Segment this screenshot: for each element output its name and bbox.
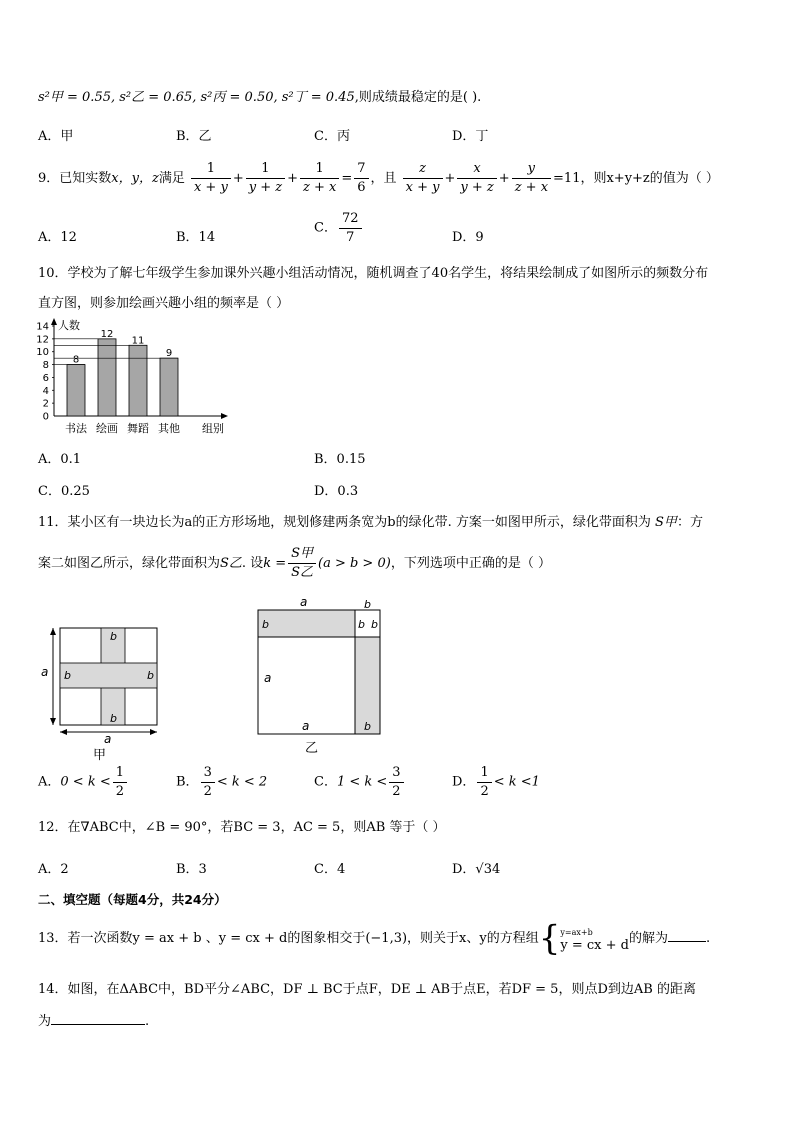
jia-label-b-bottom: b (110, 712, 117, 725)
q14-line1: 14．如图，在ΔABC中，BD平分∠ABC，DF ⊥ BC于点F，DE ⊥ AB于点E，若DF = 5，则点D到边AB 的距离 (38, 982, 696, 997)
y-tick-label: 10 (36, 347, 49, 359)
x-axis-arrow (221, 413, 228, 419)
jia-arrow-head-left (60, 729, 67, 735)
yi-label-a-top: a (300, 595, 308, 609)
jia-arrow-head-bottom (50, 718, 56, 725)
q9-frac-3: $\frac{1}{z + x}$ (300, 160, 339, 197)
yi-label-a-left: a (264, 671, 272, 685)
q11-line1: 11．某小区有一块边长为a的正方形场地，规划修建两条宽为b的绿化带. 方案一如图甲所示，绿化带面积为 S甲：方 (38, 515, 703, 530)
q9-option-c-frac: $\frac{72}{7}$ (339, 210, 362, 247)
yi-label-b-corner-right: b (371, 618, 378, 631)
yi-label-b-strip: b (262, 618, 269, 631)
jia-label-a-left: a (41, 665, 49, 679)
q8-option-c: C．丙 (314, 129, 350, 144)
q13-brace: { (538, 918, 561, 959)
yi-label-b-right: b (364, 720, 371, 733)
bar-绘画 (98, 339, 116, 416)
jia-horizontal-strip (60, 663, 157, 688)
q9-stem: 9．已知实数x，y，z满足 $\frac{1}{x + y}$ + $\frac{1}{y + z}$ + $\frac{1}{z + x}$ = $\frac{7}{6}$ ，且 $\frac{z}{x + y}$ + $\frac{x}{y + z}$ + $\frac{y}{z + x}$ =11，则x+y+z的值为（ ） (38, 161, 719, 195)
q9-cond2: ，且 (370, 171, 397, 186)
q9-cond1: 满足 (158, 171, 185, 186)
q9-target: x+y+z (606, 171, 650, 186)
jia-label-b-top: b (110, 630, 117, 643)
q10-line2: 直方图，则参加绘画兴趣小组的频率是（ ） (38, 296, 290, 311)
q12-stem: 12．在∇ABC中，∠B = 90°，若BC = 3，AC = 5，则AB 等于（ ） (38, 820, 446, 835)
y-tick-label: 0 (42, 411, 49, 423)
q11-k-frac: $\frac{\text{S甲}}{\text{S乙}}$ (288, 545, 316, 582)
q9-frac-rhs: $\frac{7}{6}$ (354, 160, 368, 197)
bar-书法 (67, 365, 85, 416)
yi-label-b-corner-left: b (358, 618, 365, 631)
bar-value-label: 12 (100, 328, 114, 340)
q14-line2: 为 . (38, 1014, 150, 1029)
jia-arrow-head-right (150, 729, 157, 735)
q8-option-d: D．丁 (452, 129, 489, 144)
q12-option-b: B．3 (176, 862, 207, 877)
y-tick-label: 14 (36, 321, 49, 333)
q9-frac-g2: $\frac{x}{y + z}$ (457, 160, 496, 197)
q9-frac-g1: $\frac{z}{x + y}$ (403, 160, 443, 197)
q11-line2: 案二如图乙所示，绿化带面积为S乙. 设k = $\frac{\text{S甲}}{\text{S乙}}$ (a > b > 0)，下列选项中正确的是（ ） (38, 546, 551, 580)
jia-label-a-bottom: a (104, 732, 112, 746)
yi-label-a-bottom: a (302, 719, 310, 733)
jia-label-b-right: b (147, 669, 154, 682)
q14-answer-blank[interactable] (51, 1024, 145, 1025)
x-category-label: 书法 (65, 422, 87, 435)
jia-arrow-head-top (50, 628, 56, 635)
q9-suffix: 的值为（ ） (649, 171, 719, 186)
figure-yi (252, 594, 388, 758)
x-category-label: 舞蹈 (127, 422, 149, 435)
x-category-label: 绘画 (96, 422, 118, 435)
q13-system: y=ax+b y = cx + d (560, 927, 629, 953)
y-tick-label: 8 (42, 360, 49, 372)
yi-label-b-top: b (364, 598, 371, 611)
bar-value-label: 8 (72, 354, 80, 366)
q10-option-a: A．0.1 (38, 452, 82, 467)
y-tick-label: 6 (42, 372, 49, 384)
q9-frac-2: $\frac{1}{y + z}$ (246, 160, 285, 197)
q13-answer-blank[interactable] (668, 941, 706, 942)
q10-option-c: C．0.25 (38, 484, 90, 499)
q12-option-c: C．4 (314, 862, 346, 877)
q13-stem: 13．若一次函数y = ax + b 、y = cx + d的图象相交于(−1,3)，则关于x、y的方程组{ y=ax+b y = cx + d 的解为 . (38, 918, 711, 959)
yi-top-strip (258, 610, 355, 637)
q10-line1: 10．学校为了解七年级学生参加课外兴趣小组活动情况，随机调查了40名学生，将结果绘制成了如图所示的频数分布 (38, 266, 709, 281)
q11-option-c: C．1 < k < $\frac{3}{2}$ (314, 764, 406, 801)
frequency-histogram (30, 316, 240, 440)
y-axis-arrow (51, 318, 57, 325)
q11-option-d: D． $\frac{1}{2}$ < k <1 (452, 765, 540, 799)
bar-value-label: 11 (131, 335, 145, 347)
q9-option-c: C． $\frac{72}{7}$ (314, 210, 364, 247)
q10-option-d: D．0.3 (314, 484, 359, 499)
figure-jia (38, 620, 162, 762)
q12-option-a: A．2 (38, 862, 69, 877)
x-category-label: 其他 (158, 422, 180, 435)
q10-option-b: B．0.15 (314, 452, 366, 467)
bar-value-label: 9 (165, 348, 173, 360)
q8-variances: s²甲 = 0.55, s²乙 = 0.65, s²丙 = 0.50, s²丁 = 0.45 (38, 90, 355, 105)
q9-option-a: A．12 (38, 230, 77, 245)
y-tick-label: 4 (42, 385, 49, 397)
q9-option-d: D．9 (452, 230, 484, 245)
section-2-title: 二、填空题（每题4分，共24分） (38, 892, 227, 907)
x-axis-title: 组别 (202, 422, 224, 435)
q9-frac-1: $\frac{1}{x + y}$ (191, 160, 231, 197)
q8-option-b: B．乙 (176, 129, 212, 144)
q9-option-b: B．14 (176, 230, 216, 245)
jia-caption: 甲 (93, 748, 107, 762)
q11-s-yi: S乙 (220, 556, 242, 571)
jia-label-b-left: b (64, 669, 71, 682)
q11-option-a: A．0 < k < $\frac{1}{2}$ (38, 764, 129, 801)
q9-frac-g3: $\frac{y}{z + x}$ (512, 160, 551, 197)
q9-prefix: 9．已知实数 (38, 171, 112, 186)
q8-stem (38, 86, 481, 105)
q11-s-jia: S甲 (655, 515, 677, 530)
q8-option-a: A．甲 (38, 129, 74, 144)
q9-cond3: =11，则 (553, 171, 607, 186)
y-tick-label: 12 (36, 334, 49, 346)
q12-option-d: D．√34 (452, 862, 501, 877)
q9-vars: x，y，z (111, 171, 159, 186)
bar-其他 (160, 358, 178, 416)
y-tick-label: 2 (42, 398, 49, 410)
y-axis-title: 人数 (58, 319, 80, 332)
yi-caption: 乙 (305, 741, 319, 756)
q8-stem-text: ,则成绩最稳定的是( ). (354, 90, 482, 105)
q11-option-b: B． $\frac{3}{2}$ < k < 2 (176, 765, 268, 799)
bar-舞蹈 (129, 345, 147, 416)
